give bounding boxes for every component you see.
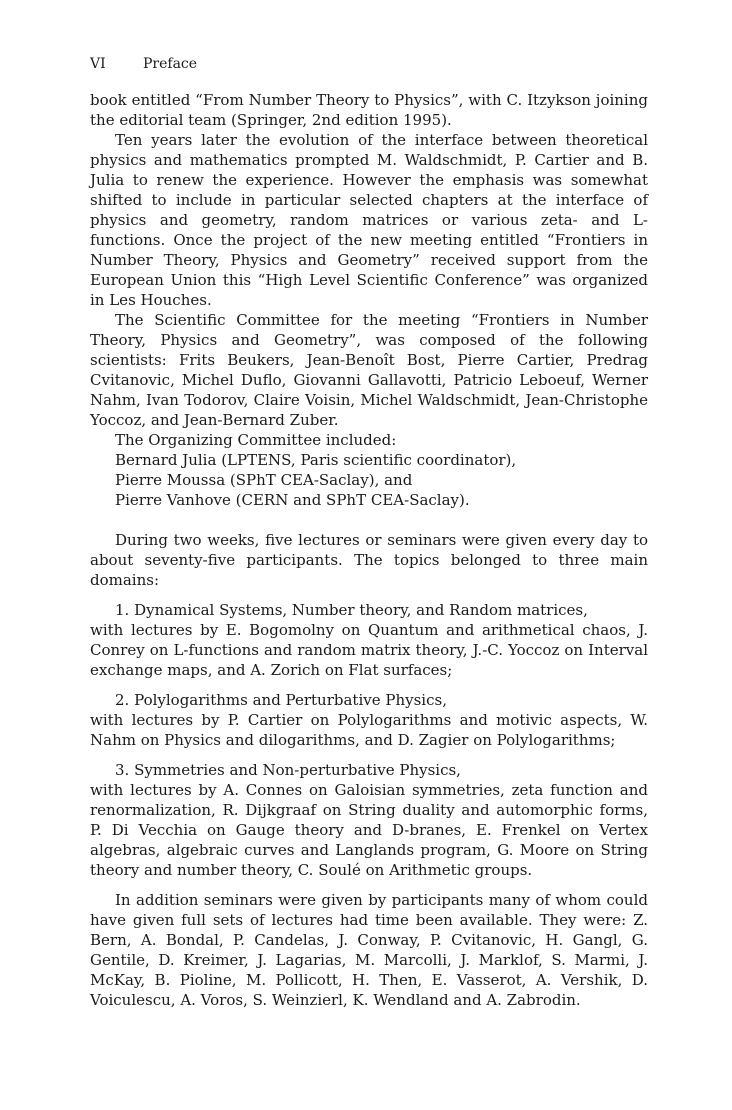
organizing-committee [90, 430, 648, 510]
topic-heading: 2. Polylogarithms and Perturbative Physics, [115, 691, 447, 709]
organizing-committee-intro: The Organizing Committee included: [115, 431, 397, 449]
paragraph-scientific-committee: The Scientific Committee for the meeting “Frontiers in Number Theory, Physics and Geometry”, was composed of the following scientists: Frits Beukers, Jean-Benoît Bost, Pierre Cartier, Predrag Cvitanovic, Michel Duflo, Giovanni Gallavotti, Patricio Leboeuf, Werner Nahm, Ivan Todorov, Claire Voisin, Michel Waldschmidt, Jean-Christophe Yoccoz, and Jean-Bernard Zuber. [90, 311, 648, 429]
paragraph-seminars: In addition seminars were given by participants many of whom could have given full sets of lectures had time been available. They were: Z. Bern, A. Bondal, P. Candelas, J. Conway, P. Cvitanovic, H. Gangl, G. Gentile, D. Kreimer, J. Lagarias, M. Marcolli, J. Marklof, S. Marmi, J. McKay, B. Pioline, M. Pollicott, H. Then, E. Vasserot, A. Vershik, D. Voiculescu, A. Voros, S. Weinzierl, K. Wendland and A. Zabrodin. [90, 891, 648, 1009]
committee-member: Bernard Julia (LPTENS, Paris scientific coordinator), [115, 451, 517, 469]
topic-block [90, 760, 648, 880]
page-number: VI [90, 56, 106, 72]
committee-member: Pierre Vanhove (CERN and SPhT CEA-Saclay). [115, 491, 470, 509]
topic-heading: 3. Symmetries and Non-perturbative Physics, [115, 761, 461, 779]
topic-block [90, 600, 648, 680]
topic-heading: 1. Dynamical Systems, Number theory, and Random matrices, [115, 601, 588, 619]
topic-body: with lectures by A. Connes on Galoisian symmetries, zeta function and renormalization, R. Dijkgraaf on String duality and automorphic forms, P. Di Vecchia on Gauge theory and D-branes, E. Frenkel on Vertex algebras, algebraic curves and Langlands program, G. Moore on String theory and number theory, C. Soulé on Arithmetic groups. [90, 781, 648, 879]
topic-body: with lectures by E. Bogomolny on Quantum and arithmetical chaos, J. Conrey on L-functions and random matrix theory, J.-C. Yoccoz on Interval exchange maps, and A. Zorich on Flat surfaces; [90, 621, 648, 679]
running-header [90, 54, 648, 74]
paragraph-lectures-intro: During two weeks, five lectures or seminars were given every day to about seventy-five participants. The topics belonged to three main domains: [90, 531, 648, 589]
topic-body: with lectures by P. Cartier on Polylogarithms and motivic aspects, W. Nahm on Physics and dilogarithms, and D. Zagier on Polylogarithms; [90, 711, 648, 749]
paragraph-ten-years-later: Ten years later the evolution of the interface between theoretical physics and mathematics prompted M. Waldschmidt, P. Cartier and B. Julia to renew the experience. However the emphasis was somewhat shifted to include in particular selected chapters at the interface of physics and geometry, random matrices or various zeta- and L- functions. Once the project of the new meeting entitled “Frontiers in Number Theory, Physics and Geometry” received support from the European Union this “High Level Scientific Conference” was organized in Les Houches. [90, 131, 648, 309]
page [90, 54, 648, 1010]
topic-block [90, 690, 648, 750]
committee-member: Pierre Moussa (SPhT CEA-Saclay), and [115, 471, 413, 489]
running-title: Preface [143, 56, 198, 72]
paragraph-continuation: book entitled “From Number Theory to Physics”, with C. Itzykson joining the editorial team (Springer, 2nd edition 1995). [90, 91, 648, 129]
